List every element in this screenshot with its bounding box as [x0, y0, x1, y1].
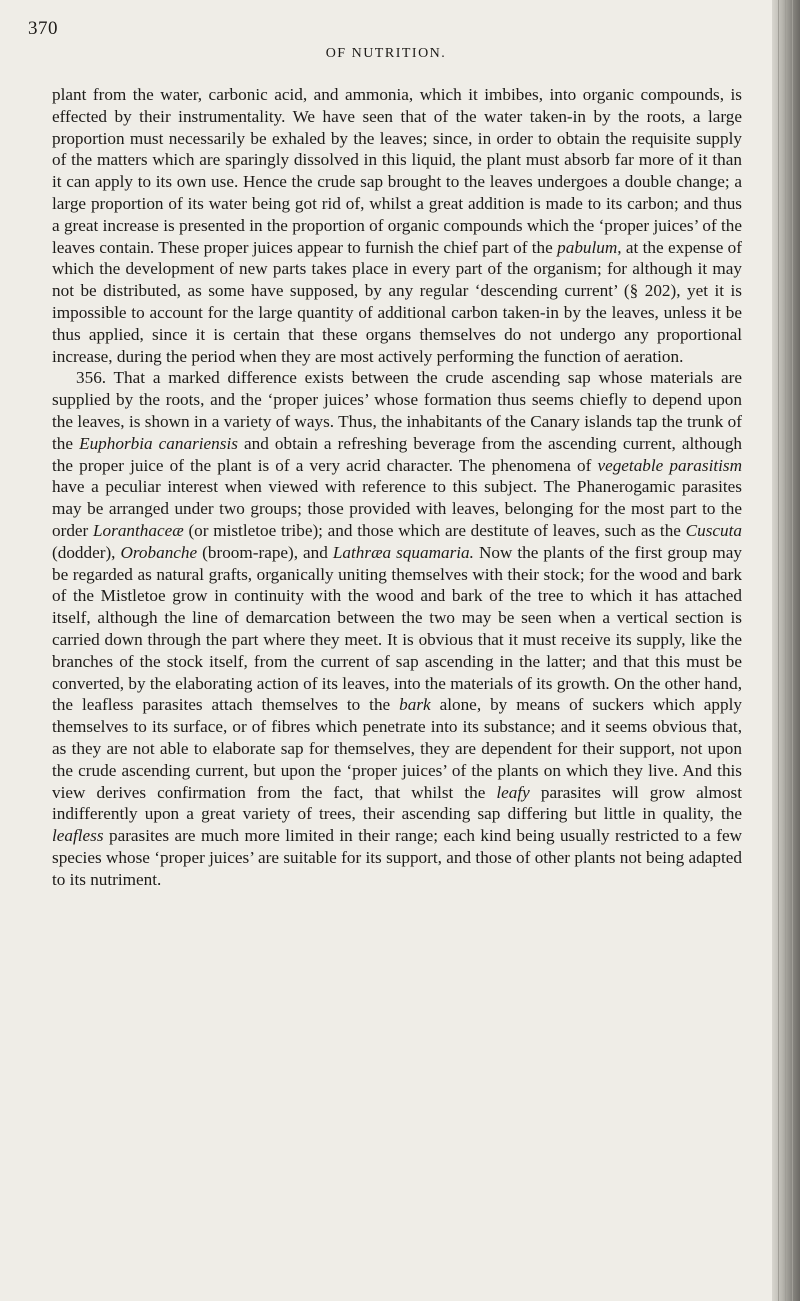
italic-term: Orobanche: [120, 542, 198, 562]
page-edge-line: [778, 0, 779, 1301]
running-title: OF NUTRITION.: [325, 46, 447, 61]
text-run: 356. That a marked difference exists between the crude ascending sap whose materials are supplied by the roots, and the ‘proper juices’ whose formation thus seems chiefly to depend upon the leaves, is shown in a variety of ways. Thus, the inhabitants of the Canary islands tap the trunk of the: [52, 368, 742, 453]
text-run: alone, by means of suckers which apply themselves to its surface, or of fibres which penetrate into its substance; and it seems obvious that, as they are not able to elaborate sap for themselves, they are dependent for their support, not upon the crude ascending current, but upon the ‘proper juices’ of the plants on which they live. And this view derives confirmation from the fact, that whilst the: [52, 695, 742, 802]
italic-term: Euphorbia canariensis: [79, 433, 238, 453]
text-run: (broom-rape), and: [197, 542, 333, 562]
italic-term: leafless: [52, 826, 104, 846]
italic-term: leafy: [496, 782, 530, 802]
italic-term: bark: [399, 695, 431, 715]
text-run: , at the expense of which the development of new parts takes place in every part of the organism; for although it may not be distributed, as some have supposed, by any regular ‘descending current’ (§ 202), yet it is impossible to account for the large quantity of additional carbon taken-in by the leaves, unless it be thus applied, since it is certain that these organs themselves do not undergo any proportional increase, during the period when they are most actively performing the function of aeration.: [52, 237, 742, 366]
italic-term: Lathræa squamaria.: [332, 542, 474, 562]
italic-term: pabulum: [557, 237, 618, 257]
page-edge-line: [792, 0, 793, 1301]
text-run: (or mistletoe tribe); and those which are destitute of leaves, such as the: [183, 520, 686, 540]
italic-term: Cuscuta: [685, 520, 742, 540]
italic-term: vegetable parasitism: [597, 455, 742, 475]
body-text: [52, 84, 742, 890]
page-number: 370: [28, 18, 58, 39]
text-run: (dodder),: [52, 542, 121, 562]
text-run: parasites will grow almost indifferently upon a great variety of trees, their ascending sap differing but little in quality, the: [52, 782, 742, 824]
page-edge-line: [785, 0, 786, 1301]
text-run: parasites are much more limited in their range; each kind being usually restricted to a few species whose ‘proper juices’ are suitable for its support, and those of other plants not being adapted to its nutriment.: [52, 826, 742, 889]
page-edge-shadow: [772, 0, 800, 1301]
text-run: Now the plants of the first group may be regarded as natural grafts, organically uniting themselves with their stock; for the wood and bark of the Mistletoe grow in continuity with the wood and bark of the tree to which it has attached itself, although the line of demarcation between the two may be seen when a vertical section is carried down through the part where they meet. It is obvious that it must receive its supply, like the branches of the stock itself, from the current of sap ascending in the latter; and that this must be converted, by the elaborating action of its leaves, into the materials of its growth. On the other hand, the leafless parasites attach themselves to the: [52, 542, 742, 715]
paragraph-continued: [52, 84, 742, 367]
paragraph-356: [52, 367, 742, 890]
text-run: and obtain a refreshing beverage from the ascending current, although the proper juice of the plant is of a very acrid character. The phenomena of: [52, 433, 743, 475]
text-run: have a peculiar interest when viewed with reference to this subject. The Phanerogamic parasites may be arranged under two groups; those provided with leaves, belonging for the most part to the order: [52, 477, 742, 540]
italic-term: Loranthaceæ: [93, 520, 184, 540]
text-run: plant from the water, carbonic acid, and ammonia, which it imbibes, into organic compounds, is effected by their instrumentality. We have seen that of the water taken-in by the roots, a large proportion must necessarily be exhaled by the leaves; since, in order to obtain the requisite supply of the matters which are sparingly dissolved in this liquid, the plant must absorb far more of it than it can apply to its own use. Hence the crude sap brought to the leaves undergoes a double change; a large proportion of its water being got rid of, whilst a great addition is made to its carbon; and thus a great increase is presented in the proportion of organic compounds which the ‘proper juices’ of the leaves contain. These proper juices appear to furnish the chief part of the: [52, 85, 742, 257]
